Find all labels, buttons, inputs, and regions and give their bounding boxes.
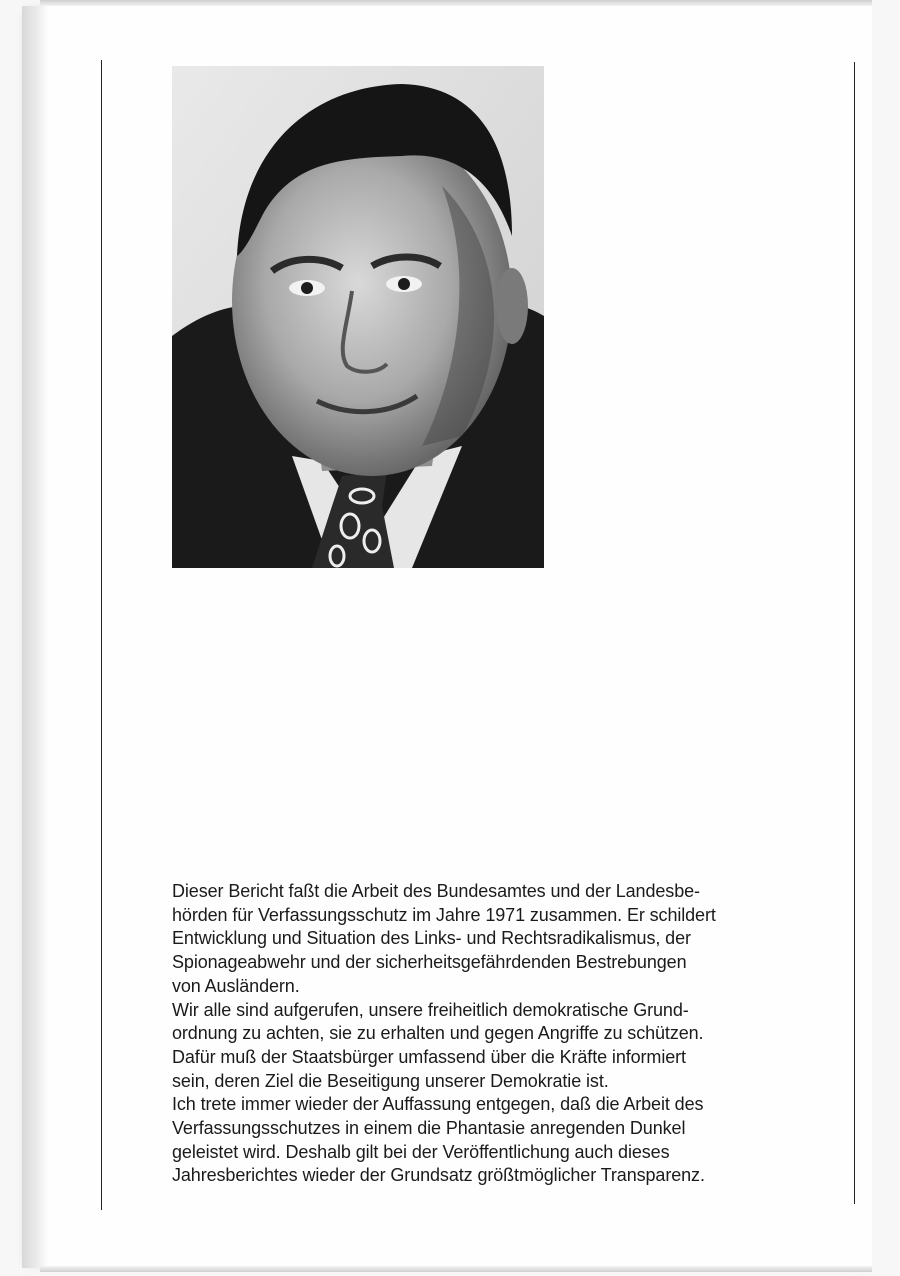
portrait-photo <box>172 66 544 568</box>
paragraph-3: Ich trete immer wieder der Auffassung entgegen, daß die Arbeit des Verfassungsschutzes in einem die Phantasie anregenden Dunkel geleistet wird. Deshalb gilt bei der Veröffentlichung auch dieses Jahresberichtes wieder der Grundsatz größtmöglicher Transparenz. <box>172 1094 705 1186</box>
binding-shadow <box>22 6 48 1268</box>
body-text <box>172 880 792 1188</box>
page-top-edge <box>40 0 872 6</box>
page-bottom-edge <box>40 1266 872 1272</box>
portrait-photo-icon <box>172 66 544 568</box>
left-margin-rule <box>101 60 102 1210</box>
paragraph-1: Dieser Bericht faßt die Arbeit des Bundesamtes und der Landesbe- hörden für Verfassungsschutz im Jahre 1971 zusammen. Er schildert Entwicklung und Situation des Links- und Rechtsradikalismus, der Spionageabwehr und der sicherheitsgefährdenden Bestrebungen von Ausländern. <box>172 881 716 996</box>
right-margin-rule <box>854 62 855 1204</box>
paragraph-2: Wir alle sind aufgerufen, unsere freiheitlich demokratische Grund- ordnung zu achten, sie zu erhalten und gegen Angriffe zu schützen. Dafür muß der Staatsbürger umfassend über die Kräfte informiert sein, deren Ziel die Beseitigung unserer Demokratie ist. <box>172 999 704 1091</box>
